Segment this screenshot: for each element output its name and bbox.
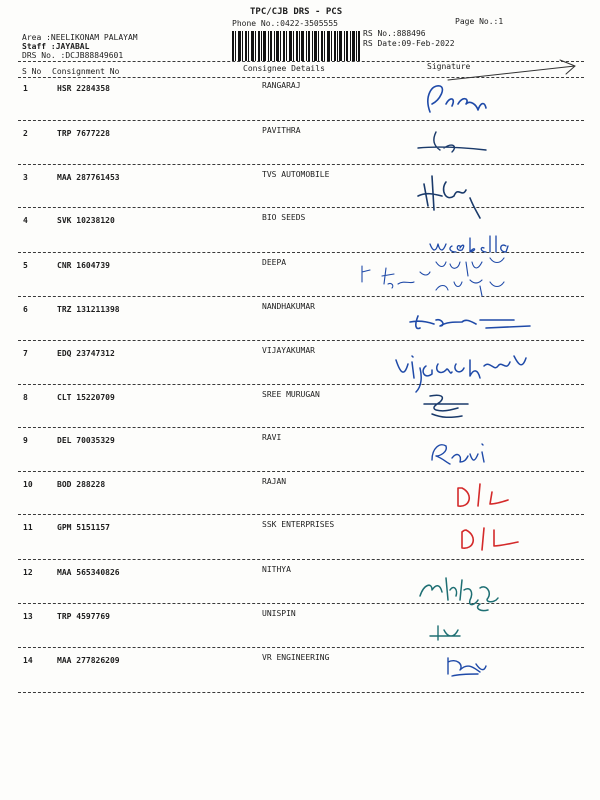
header-divider-bottom xyxy=(18,77,584,78)
row-divider xyxy=(18,647,584,648)
rs-date: RS Date:09-Feb-2022 xyxy=(363,39,455,48)
row-sno: 9 xyxy=(23,436,28,445)
row-divider xyxy=(18,692,584,693)
table-row xyxy=(0,126,600,169)
barcode xyxy=(232,31,360,61)
row-consignment-no: EDQ 23747312 xyxy=(57,349,115,358)
row-consignment-no: CLT 15220709 xyxy=(57,393,115,402)
table-row xyxy=(0,609,600,652)
row-sno: 1 xyxy=(23,84,28,93)
staff-label: Staff :JAYABAL xyxy=(22,42,90,51)
row-divider xyxy=(18,120,584,121)
row-consignment-no: MAA 287761453 xyxy=(57,173,120,182)
row-divider xyxy=(18,207,584,208)
table-row xyxy=(0,520,600,563)
row-divider xyxy=(18,252,584,253)
row-consignment-no: TRP 7677228 xyxy=(57,129,110,138)
row-divider xyxy=(18,471,584,472)
row-sno: 10 xyxy=(23,480,33,489)
row-sno: 2 xyxy=(23,129,28,138)
row-divider xyxy=(18,514,584,515)
row-sno: 7 xyxy=(23,349,28,358)
row-divider xyxy=(18,384,584,385)
row-divider xyxy=(18,427,584,428)
row-sno: 3 xyxy=(23,173,28,182)
row-divider xyxy=(18,603,584,604)
row-consignee: VR ENGINEERING xyxy=(262,653,330,662)
row-consignee: RANGARAJ xyxy=(262,81,301,90)
table-row xyxy=(0,81,600,124)
row-consignee: PAVITHRA xyxy=(262,126,301,135)
row-divider xyxy=(18,296,584,297)
row-consignee: BIO SEEDS xyxy=(262,213,306,222)
table-row xyxy=(0,565,600,608)
table-row xyxy=(0,653,600,696)
area-label: Area :NEELIKONAM PALAYAM xyxy=(22,33,138,42)
page-number: Page No.:1 xyxy=(455,17,504,26)
row-sno: 11 xyxy=(23,523,33,532)
row-consignment-no: BOD 288228 xyxy=(57,480,106,489)
table-row xyxy=(0,302,600,345)
phone-number: Phone No.:0422-3505555 xyxy=(232,19,338,28)
row-divider xyxy=(18,164,584,165)
header-divider-top xyxy=(18,61,584,62)
row-consignment-no: TRZ 131211398 xyxy=(57,305,120,314)
row-consignment-no: GPM 5151157 xyxy=(57,523,110,532)
row-consignee: SREE MURUGAN xyxy=(262,390,320,399)
table-row xyxy=(0,346,600,389)
column-consignee: Consignee Details xyxy=(243,64,325,73)
row-consignment-no: MAA 277826209 xyxy=(57,656,120,665)
column-sno: S No xyxy=(22,67,42,76)
column-signature: Signature xyxy=(427,62,471,71)
row-consignment-no: DEL 70035329 xyxy=(57,436,115,445)
row-consignee: TVS AUTOMOBILE xyxy=(262,170,330,179)
table-row xyxy=(0,433,600,476)
row-sno: 12 xyxy=(23,568,33,577)
row-consignee: UNISPIN xyxy=(262,609,296,618)
row-sno: 14 xyxy=(23,656,33,665)
row-sno: 6 xyxy=(23,305,28,314)
row-consignee: NANDHAKUMAR xyxy=(262,302,315,311)
row-consignment-no: CNR 1604739 xyxy=(57,261,110,270)
document-title: TPC/CJB DRS - PCS xyxy=(250,7,343,17)
column-consignment: Consignment No xyxy=(52,67,120,76)
table-row xyxy=(0,258,600,301)
row-sno: 4 xyxy=(23,216,28,225)
row-consignment-no: SVK 10238120 xyxy=(57,216,115,225)
row-sno: 13 xyxy=(23,612,33,621)
row-consignee: VIJAYAKUMAR xyxy=(262,346,315,355)
row-consignee: RAVI xyxy=(262,433,282,442)
row-consignment-no: MAA 565340826 xyxy=(57,568,120,577)
drs-number: DRS No. :DCJB88849601 xyxy=(22,51,124,60)
row-consignee: NITHYA xyxy=(262,565,291,574)
row-divider xyxy=(18,559,584,560)
row-consignment-no: TRP 4597769 xyxy=(57,612,110,621)
row-consignee: SSK ENTERPRISES xyxy=(262,520,335,529)
row-consignee: DEEPA xyxy=(262,258,287,267)
table-row xyxy=(0,213,600,256)
row-sno: 5 xyxy=(23,261,28,270)
row-consignment-no: HSR 2284358 xyxy=(57,84,110,93)
row-sno: 8 xyxy=(23,393,28,402)
rs-number: RS No.:888496 xyxy=(363,29,426,38)
row-divider xyxy=(18,340,584,341)
row-consignee: RAJAN xyxy=(262,477,287,486)
